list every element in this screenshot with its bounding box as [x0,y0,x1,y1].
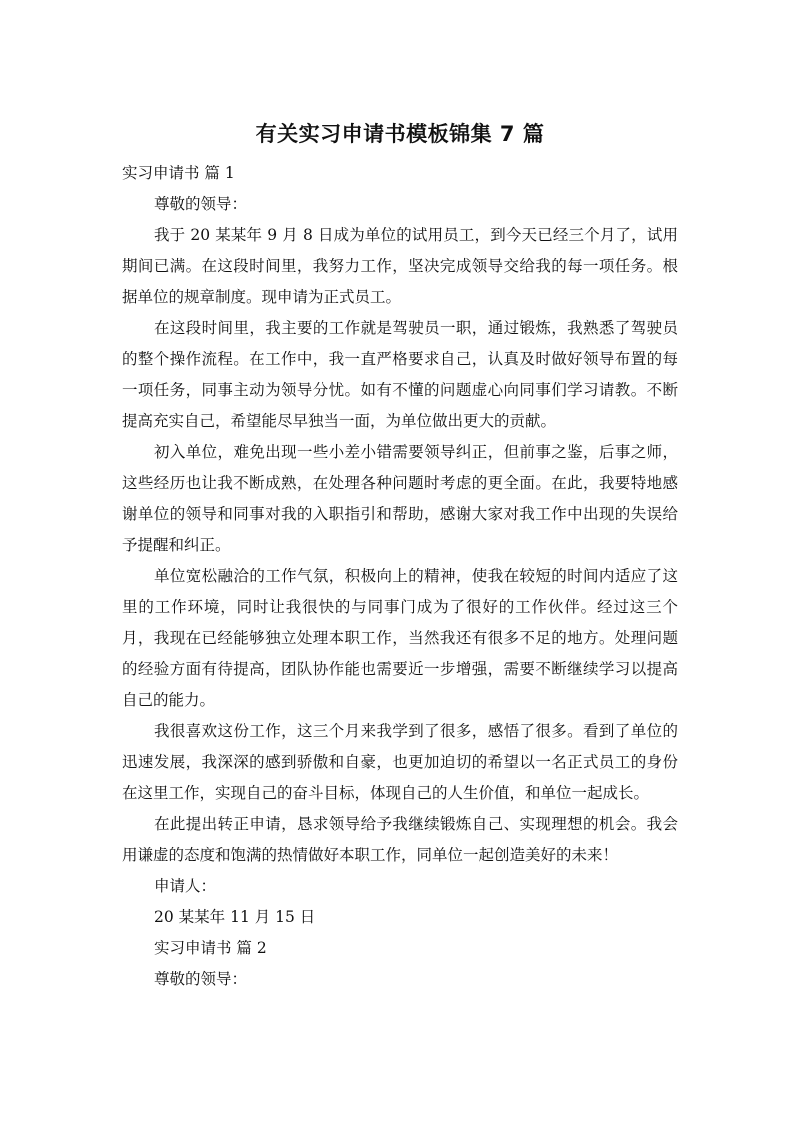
paragraph-1: 我于 20 某某年 9 月 8 日成为单位的试用员工，到今天已经三个月了，试用期间已满。在这段时间里，我努力工作，坚决完成领导交给我的每一项任务。根据单位的规章制度。现申请为正式员工。 [122,226,678,306]
salutation-2: 尊敬的领导： [154,970,248,988]
paragraph-2: 在这段时间里，我主要的工作就是驾驶员一职，通过锻炼，我熟悉了驾驶员的整个操作流程。在工作中，我一直严格要求自己，认真及时做好领导布置的每一项任务，同事主动为领导分忧。如有不懂的问题虚心向同事们学习请教。不断提高充实自己，希望能尽早独当一面，为单位做出更大的贡献。 [122,319,678,430]
paragraph-4: 单位宽松融洽的工作气氛，积极向上的精神，使我在较短的时间内适应了这里的工作环境，同时让我很快的与同事门成为了很好的工作伙伴。经过这三个月，我现在已经能够独立处理本职工作，当然我还有很多不足的地方。处理问题的经验方面有待提高，团队协作能也需要近一步增强，需要不断继续学习以提高自己的能力。 [122,567,678,709]
paragraph-3: 初入单位，难免出现一些小差小错需要领导纠正，但前事之鉴，后事之师，这些经历也让我不断成熟，在处理各种问题时考虑的更全面。在此，我要特地感谢单位的领导和同事对我的入职指引和帮助，感谢大家对我工作中出现的失误给予提醒和纠正。 [122,443,678,554]
section-heading-2: 实习申请书 篇 2 [154,939,267,957]
applicant-label: 申请人： [154,877,217,895]
document-title: 有关实习申请书模板锦集 7 篇 [255,122,545,146]
application-date: 20 某某年 11 月 15 日 [154,908,316,926]
paragraph-5: 我很喜欢这份工作，这三个月来我学到了很多，感悟了很多。看到了单位的迅速发展，我深深的感到骄傲和自豪，也更加迫切的希望以一名正式员工的身份在这里工作，实现自己的奋斗目标，体现自己的人生价值，和单位一起成长。 [122,722,678,802]
paragraph-6: 在此提出转正申请，恳求领导给予我继续锻炼自己、实现理想的机会。我会用谦虚的态度和饱满的热情做好本职工作，同单位一起创造美好的未来！ [122,815,678,864]
section-heading-1: 实习申请书 篇 1 [122,164,235,182]
salutation: 尊敬的领导： [154,195,248,213]
document-body [122,158,678,995]
